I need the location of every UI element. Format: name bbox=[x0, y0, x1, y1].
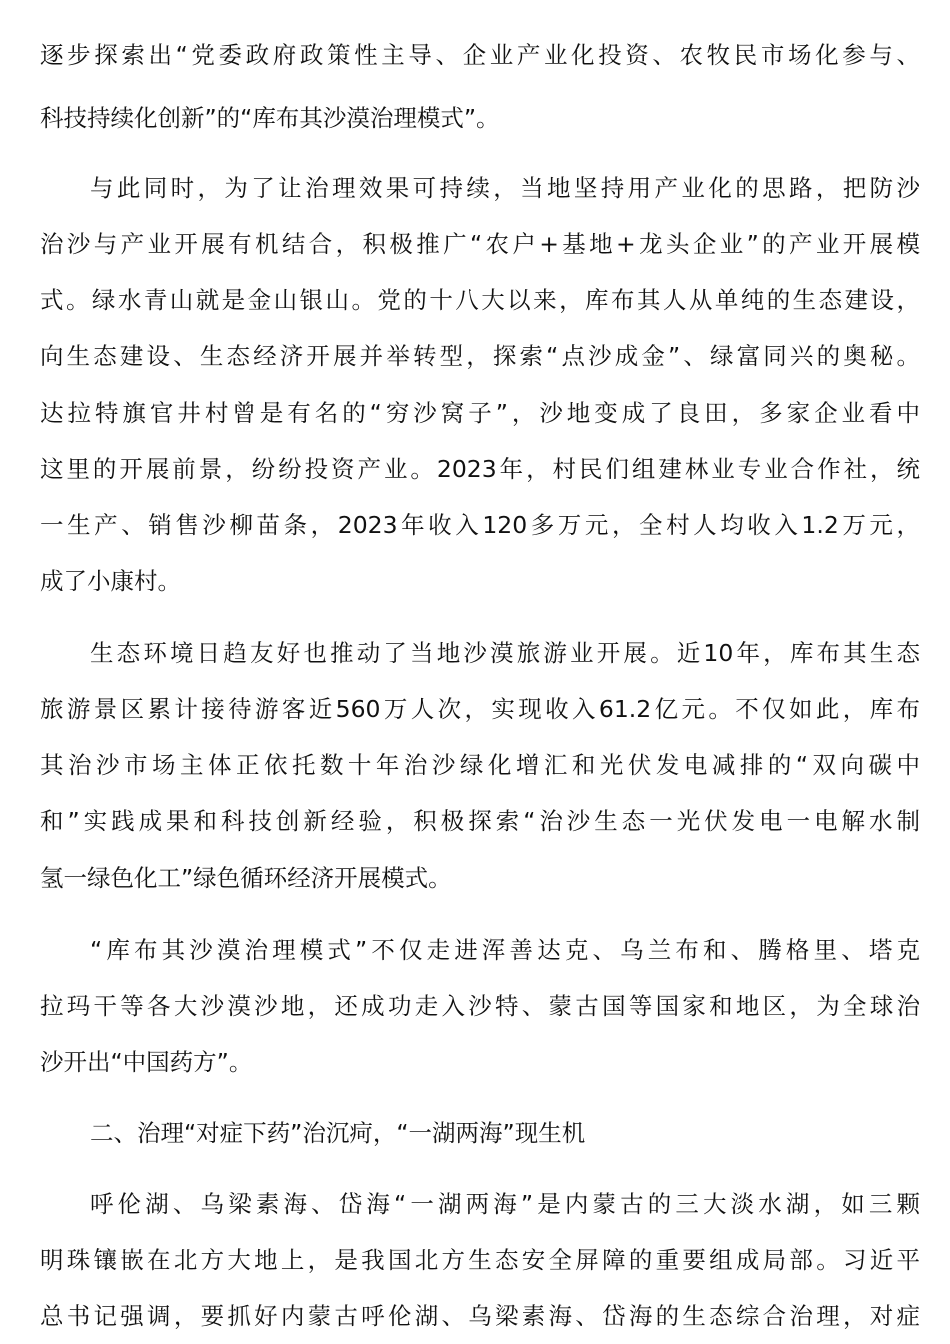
paragraph-line: 其治沙市场主体正依托数十年治沙绿化增汇和光伏发电减排的“双向碳中 bbox=[40, 751, 920, 780]
paragraph-line: 生态环境日趋友好也推动了当地沙漠旅游业开展。近10年，库布其生态 bbox=[90, 639, 920, 668]
paragraph-line: 向生态建设、生态经济开展并举转型，探索“点沙成金”、绿富同兴的奥秘。 bbox=[40, 342, 920, 371]
paragraph-line: 达拉特旗官井村曾是有名的“穷沙窝子”，沙地变成了良田，多家企业看中 bbox=[40, 398, 920, 427]
paragraph-line: 总书记强调，要抓好内蒙古呼伦湖、乌梁素海、岱海的生态综合治理，对症 bbox=[40, 1302, 920, 1330]
paragraph-line: 式。绿水青山就是金山银山。党的十八大以来，库布其人从单纯的生态建设， bbox=[40, 286, 920, 315]
paragraph-line: “库布其沙漠治理模式”不仅走进浑善达克、乌兰布和、腾格里、塔克 bbox=[90, 935, 920, 964]
paragraph-line: 一生产、销售沙柳苗条，2023年收入120多万元，全村人均收入1.2万元， bbox=[40, 510, 920, 539]
paragraph-line: 逐步探索出“党委政府政策性主导、企业产业化投资、农牧民市场化参与、 bbox=[40, 41, 920, 69]
paragraph-line: 旅游景区累计接待游客近560万人次，实现收入61.2亿元。不仅如此，库布 bbox=[40, 695, 920, 724]
paragraph-line: 和”实践成果和科技创新经验，积极探索“治沙生态一光伏发电一电解水制 bbox=[40, 807, 920, 836]
paragraph-line: 这里的开展前景，纷纷投资产业。2023年，村民们组建林业专业合作社，统 bbox=[40, 454, 920, 483]
paragraph-line: 明珠镶嵌在北方大地上，是我国北方生态安全屏障的重要组成局部。习近平 bbox=[40, 1245, 920, 1274]
paragraph-line: 呼伦湖、乌梁素海、岱海“一湖两海”是内蒙古的三大淡水湖，如三颗 bbox=[90, 1189, 920, 1218]
paragraph-line: 氢一绿色化工”绿色循环经济开展模式。 bbox=[40, 863, 452, 892]
paragraph-line: 科技持续化创新”的“库布其沙漠治理模式”。 bbox=[40, 103, 500, 132]
paragraph-line: 拉玛干等各大沙漠沙地，还成功走入沙特、蒙古国等国家和地区，为全球治 bbox=[40, 991, 920, 1020]
section-heading: 二、治理“对症下药”治沉疴，“一湖两海”现生机 bbox=[90, 1119, 586, 1148]
paragraph-line: 成了小康村。 bbox=[40, 566, 181, 595]
paragraph-line: 与此同时，为了让治理效果可持续，当地坚持用产业化的思路，把防沙 bbox=[90, 174, 920, 203]
paragraph-line: 沙开出“中国药方”。 bbox=[40, 1048, 253, 1077]
paragraph-line: 治沙与产业开展有机结合，积极推广“农户+基地+龙头企业”的产业开展模 bbox=[40, 230, 920, 259]
